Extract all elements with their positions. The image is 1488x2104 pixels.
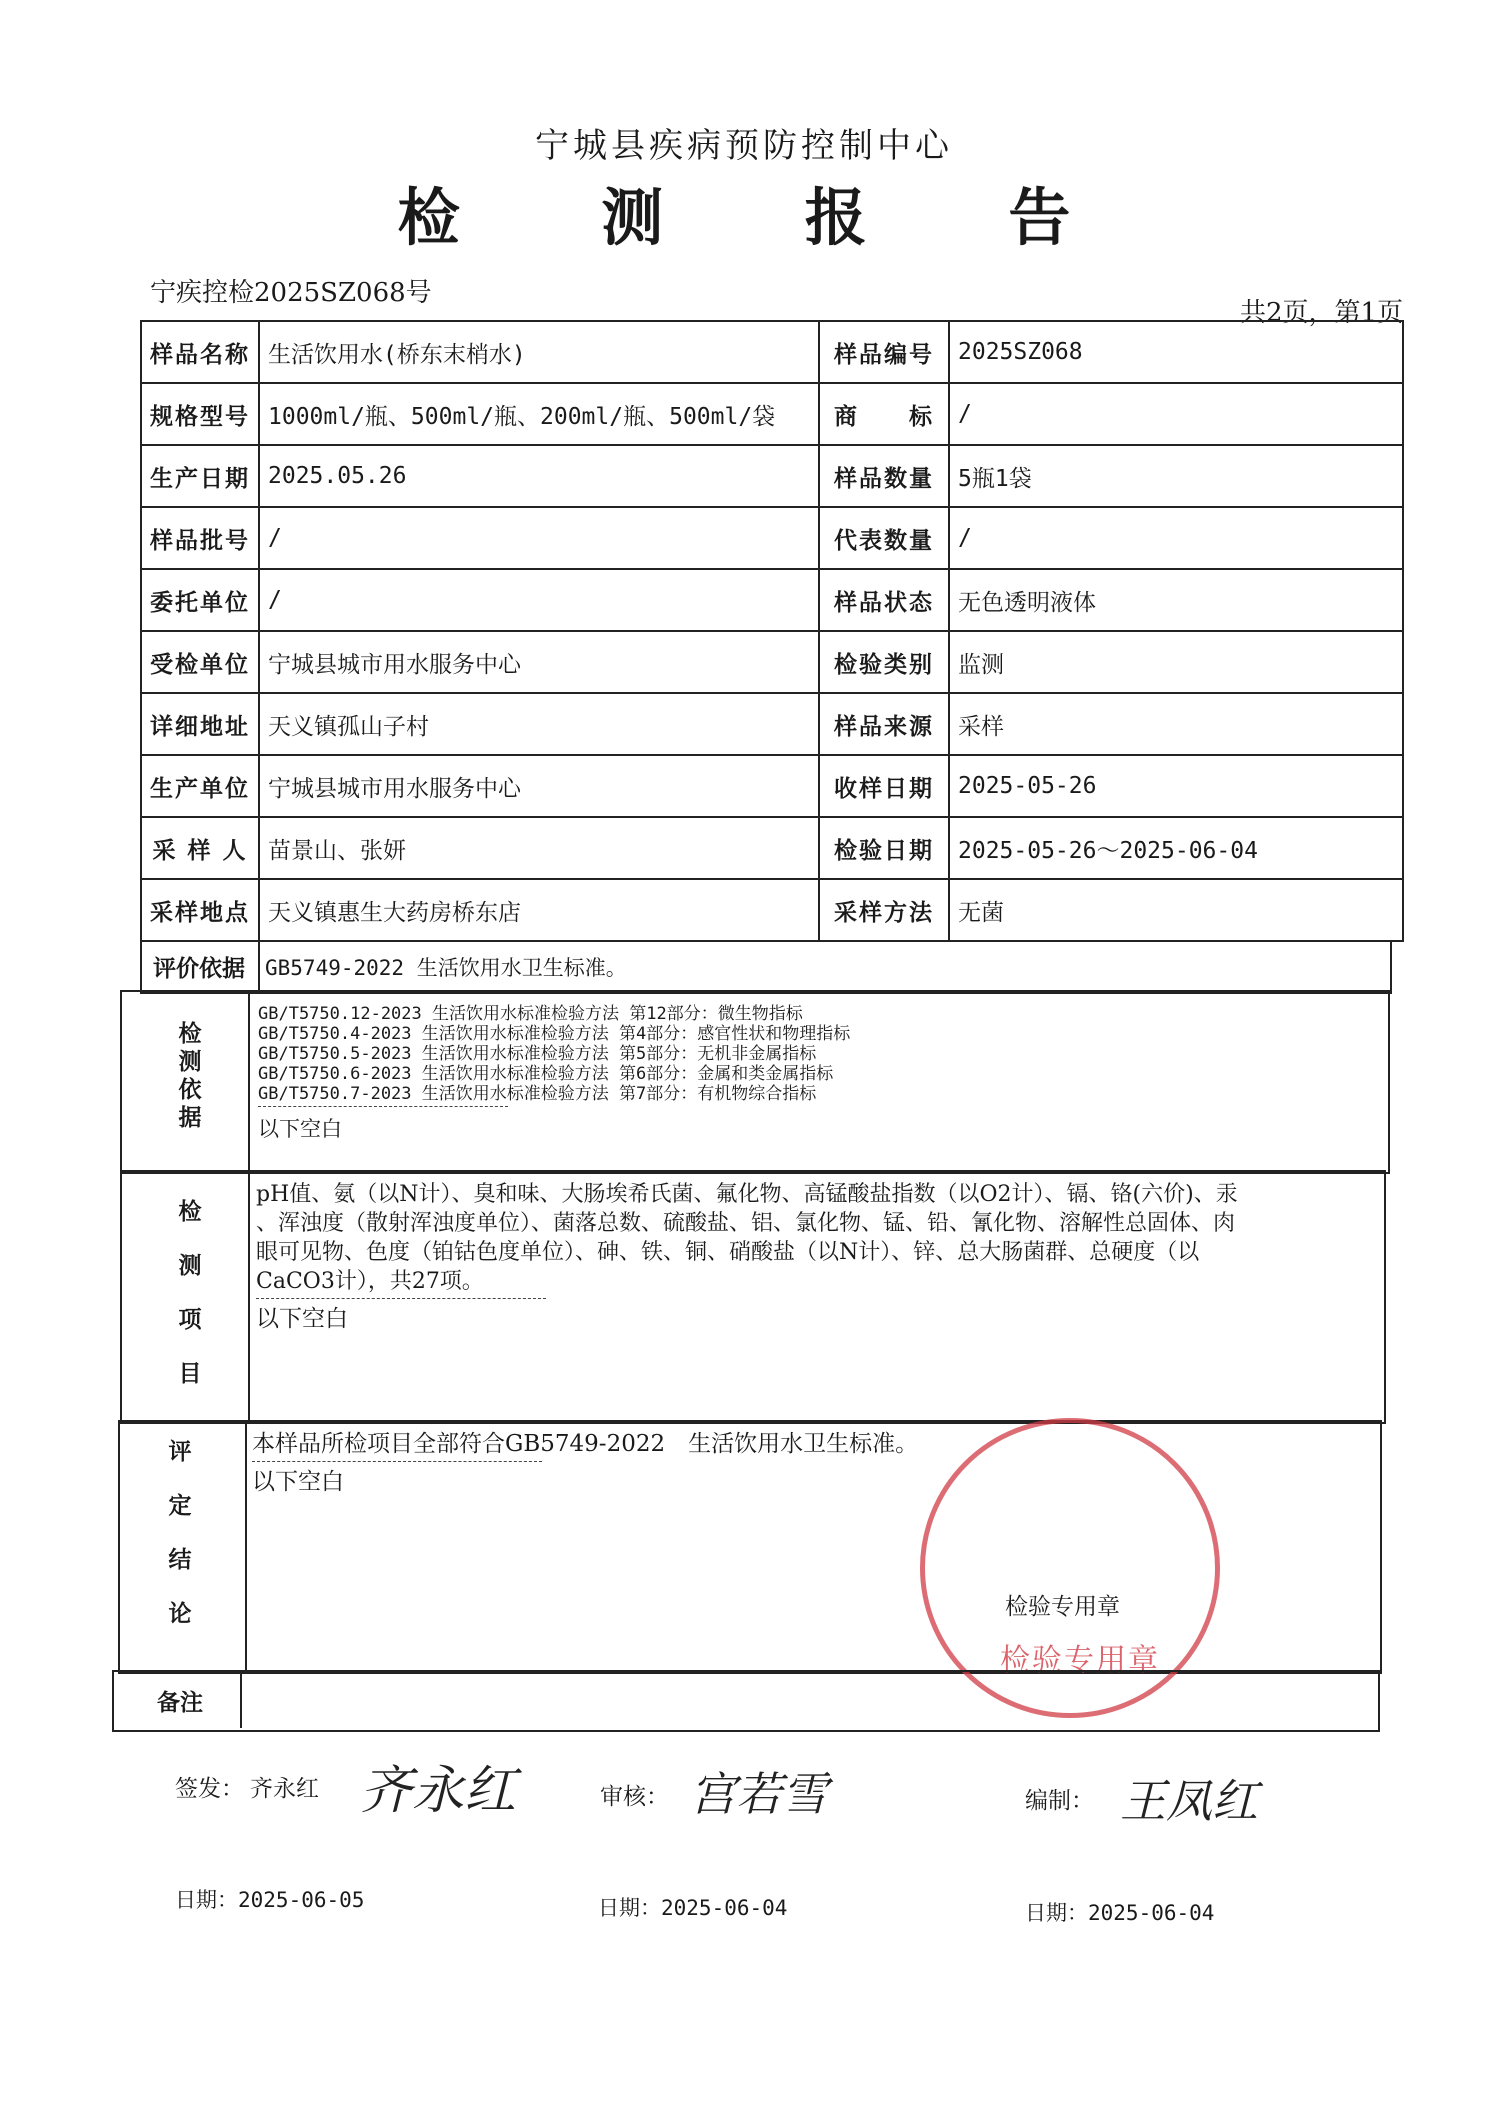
basis-end: 以下空白 [258, 1117, 342, 1141]
basis-standard: GB/T5750.7-2023 生活饮用水标准检验方法 第7部分：有机物综合指标 [258, 1084, 817, 1104]
conclusion-label-char: 定 [168, 1492, 192, 1519]
issuer-signature: 齐永红 [360, 1761, 517, 1821]
field-value: 天义镇孤山子村 [259, 693, 819, 755]
basis-standard: GB/T5750.5-2023 生活饮用水标准检验方法 第5部分：无机非金属指标 [258, 1044, 817, 1064]
reviewer-signature: 宫若雪 [690, 1767, 828, 1821]
conclusion-label-char: 结 [168, 1546, 192, 1573]
field-value: 2025SZ068 [949, 321, 1403, 383]
field-label: 检验日期 [819, 817, 949, 879]
evaluation-value: GB5749-2022 生活饮用水卫生标准。 [265, 956, 627, 980]
basis-standard: GB/T5750.4-2023 生活饮用水标准检验方法 第4部分：感官性状和物理指标 [258, 1024, 851, 1044]
field-label: 委托单位 [141, 569, 259, 631]
field-value: 采样 [949, 693, 1403, 755]
items-label-char: 项 [178, 1306, 202, 1333]
field-value: 宁城县城市用水服务中心 [259, 631, 819, 693]
field-label: 生产日期 [141, 445, 259, 507]
items-label-char: 检 [178, 1198, 202, 1225]
issue-label: 签发： [175, 1776, 244, 1802]
field-label: 收样日期 [819, 755, 949, 817]
items-line: pH值、氨（以N计）、臭和味、大肠埃希氏菌、氟化物、高锰酸盐指数（以O2计）、镉、铬(六价)、汞 [256, 1182, 1238, 1207]
divider [256, 1298, 546, 1299]
field-label: 规格型号 [141, 383, 259, 445]
field-label: 商 标 [819, 383, 949, 445]
review-label: 审核： [600, 1784, 669, 1810]
items-end: 以下空白 [256, 1306, 348, 1332]
field-value: 2025.05.26 [259, 445, 819, 507]
conclusion-label [130, 1425, 230, 1641]
items-line: 、浑浊度（散射浑浊度单位）、菌落总数、硫酸盐、铝、氯化物、锰、铅、氰化物、溶解性总固体、肉 [256, 1211, 1236, 1236]
org-name: 宁城县疾病预防控制中心 [535, 126, 953, 166]
field-value: / [949, 507, 1403, 569]
field-value: 宁城县城市用水服务中心 [259, 755, 819, 817]
field-value: 生活饮用水(桥东末梢水) [259, 321, 819, 383]
conclusion-label-char: 论 [168, 1600, 192, 1627]
info-table [140, 320, 1404, 942]
items-line: CaCO3计），共27项。 [256, 1269, 484, 1294]
field-value: 5瓶1袋 [949, 445, 1403, 507]
items-label-char: 测 [178, 1252, 202, 1279]
editor-signature: 王凤红 [1120, 1774, 1258, 1828]
field-value: 无菌 [949, 879, 1403, 941]
field-label: 代表数量 [819, 507, 949, 569]
items-line: 眼可见物、色度（铂钴色度单位）、砷、铁、铜、硝酸盐（以N计）、锌、总大肠菌群、总硬度（以 [256, 1240, 1200, 1265]
field-label: 样品批号 [141, 507, 259, 569]
info-row [141, 383, 1403, 445]
conclusion-text: 本样品所检项目全部符合GB5749-2022 生活饮用水卫生标准。 [252, 1431, 919, 1457]
evaluation-label: 评价依据 [153, 955, 245, 982]
seal-label: 检验专用章 [1005, 1594, 1120, 1620]
field-value: 监测 [949, 631, 1403, 693]
report-title: 检 测 报 告 [397, 181, 1131, 254]
info-row [141, 321, 1403, 383]
field-label: 采样地点 [141, 879, 259, 941]
field-value: 2025-05-26 [949, 755, 1403, 817]
info-row [141, 445, 1403, 507]
field-value: / [949, 383, 1403, 445]
field-label: 样品数量 [819, 445, 949, 507]
field-value: 2025-05-26～2025-06-04 [949, 817, 1403, 879]
conclusion-end: 以下空白 [252, 1469, 344, 1495]
stamp-text: 检验专用章 [1000, 1643, 1160, 1678]
edit-date: 日期：2025-06-04 [1025, 1901, 1215, 1925]
field-label: 样品状态 [819, 569, 949, 631]
field-label: 样品名称 [141, 321, 259, 383]
field-label: 样品编号 [819, 321, 949, 383]
field-value: / [259, 507, 819, 569]
conclusion-content [252, 1430, 918, 1497]
divider [252, 1461, 542, 1462]
basis-list [258, 1004, 850, 1143]
field-value: 天义镇惠生大药房桥东店 [259, 879, 819, 941]
field-label: 生产单位 [141, 755, 259, 817]
items-label [140, 1185, 240, 1401]
remarks-block [112, 1670, 1380, 1732]
basis-label-char: 测 [178, 1048, 202, 1075]
review-date: 日期：2025-06-04 [598, 1896, 788, 1920]
info-row [141, 755, 1403, 817]
field-value: 苗景山、张妍 [259, 817, 819, 879]
field-label: 详细地址 [141, 693, 259, 755]
basis-label-char: 检 [178, 1020, 202, 1047]
page-info: 共2页，第1页 [1240, 298, 1404, 328]
field-label: 检验类别 [819, 631, 949, 693]
report-number: 宁疾控检2025SZ068号 [150, 278, 432, 308]
info-row [141, 507, 1403, 569]
remarks-label: 备注 [157, 1689, 203, 1716]
field-value: / [259, 569, 819, 631]
info-row [141, 693, 1403, 755]
basis-label-char: 依 [178, 1076, 202, 1103]
field-label: 采 样 人 [141, 817, 259, 879]
issuer-name: 齐永红 [250, 1776, 319, 1802]
divider [258, 1106, 508, 1107]
conclusion-label-char: 评 [168, 1438, 192, 1465]
items-label-char: 目 [178, 1360, 202, 1387]
basis-standard: GB/T5750.6-2023 生活饮用水标准检验方法 第6部分：金属和类金属指标 [258, 1064, 834, 1084]
info-row [141, 631, 1403, 693]
basis-label-char: 据 [178, 1104, 202, 1131]
edit-label: 编制： [1025, 1788, 1094, 1814]
items-list [256, 1180, 1376, 1334]
field-label: 受检单位 [141, 631, 259, 693]
field-label: 样品来源 [819, 693, 949, 755]
issue-date: 日期：2025-06-05 [175, 1888, 365, 1912]
info-row [141, 879, 1403, 941]
basis-standard: GB/T5750.12-2023 生活饮用水标准检验方法 第12部分：微生物指标 [258, 1004, 803, 1024]
basis-label [140, 1020, 240, 1132]
field-label: 采样方法 [819, 879, 949, 941]
info-row [141, 569, 1403, 631]
field-value: 无色透明液体 [949, 569, 1403, 631]
info-row [141, 817, 1403, 879]
field-value: 1000ml/瓶、500ml/瓶、200ml/瓶、500ml/袋 [259, 383, 819, 445]
